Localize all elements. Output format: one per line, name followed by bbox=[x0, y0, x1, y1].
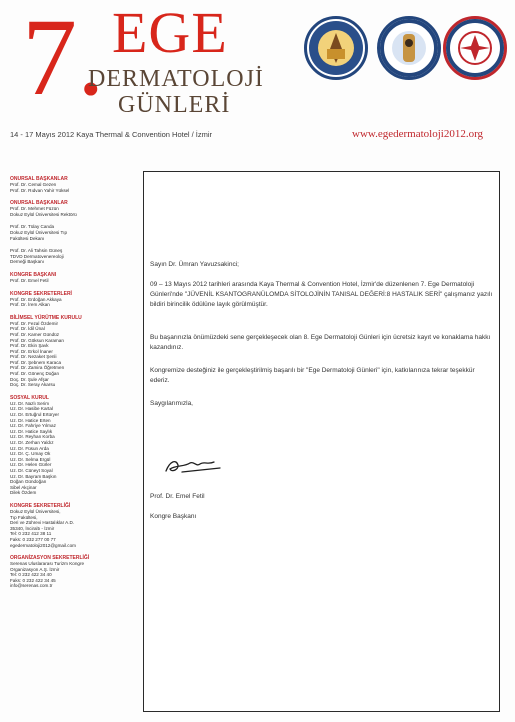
signature-title: Kongre Başkanı bbox=[150, 513, 197, 520]
sidebar-line: Prof. Dr. Nezaket Şenli bbox=[10, 354, 57, 360]
sidebar-line: Uz. Dr. Ertuğrul Ertüryer bbox=[10, 412, 60, 418]
sidebar-line: Uz. Dr. Hasibe Kartal bbox=[10, 406, 53, 412]
sidebar-line: Dilek Özdem bbox=[10, 490, 37, 496]
sidebar-section bbox=[10, 272, 135, 284]
letter-paragraph-1: 09 – 13 Mayıs 2012 tarihleri arasında Kaya Thermal & Convention Hotel, İzmir'de düzenlenen 7. Ege Dermatoloji Günleri'nde "JÜVENİL KSANTOGRANÜLOMDA SİTOLOJİNİN TANISAL DEĞERİ:8 HASTALIK SERİ" çalışmanız yazılı bildiri birincilik ödülüne layık görülmüştür. bbox=[150, 281, 493, 308]
sidebar-line: Prof. Dr. Ali Tahsin Güneş bbox=[10, 248, 63, 254]
sidebar-section-title: ORGANİZASYON SEKRETERLİĞİ bbox=[10, 555, 90, 562]
sidebar-line: Dokuz Eylül Üniversitesi Tıp bbox=[10, 229, 68, 235]
sidebar-line: Prof. Dr. Fezal Özdemir bbox=[10, 320, 58, 326]
dokuz-eylul-universitesi-seal bbox=[443, 16, 507, 80]
sidebar-line: Serenas Uluslararası Turizm Kongre bbox=[10, 561, 85, 567]
edition-number: 7. bbox=[22, 0, 105, 118]
sidebar-line: Prof. Dr. Ekin Şavk bbox=[10, 343, 49, 349]
sidebar-section-title: KONGRE SEKRETERLERİ bbox=[10, 290, 72, 297]
sidebar-line: Prof. Dr. Rıdvan Yahir Yüksel bbox=[10, 187, 70, 193]
sidebar-section bbox=[10, 555, 135, 589]
sidebar-line: Prof. Dr. Emel Fetil bbox=[10, 277, 49, 283]
sidebar-line: Uz. Dr. Fahriye Yılmaz bbox=[10, 423, 56, 429]
sidebar-line: Prof. Dr. Kamer Gündüz bbox=[10, 331, 60, 337]
sidebar-line: Dokuz Eylül Üniversitesi Rektörü bbox=[10, 211, 77, 217]
sidebar-line: Prof. Dr. Şebnem Karaca bbox=[10, 359, 62, 365]
sidebar-line: info@serenas.com.tr bbox=[10, 583, 53, 589]
sidebar-line: Tel: 0 232 412 38 11 bbox=[10, 531, 52, 537]
sidebar-line: Uz. Dr. Hatice Erten bbox=[10, 417, 51, 423]
sidebar-line: Tıp Fakültesi, bbox=[10, 514, 38, 520]
sidebar-line: Fakültesi Dekanı bbox=[10, 235, 45, 241]
sidebar-section-title: SOSYAL KURUL bbox=[10, 394, 49, 401]
committee-sidebar bbox=[10, 176, 135, 596]
sidebar-section bbox=[10, 503, 135, 548]
sidebar-line: Prof. Dr. Gönenç Doğan bbox=[10, 371, 60, 377]
sidebar-line: Uz. Dr. Nazlı Serim bbox=[10, 400, 50, 406]
title-gunleri: GÜNLERİ bbox=[118, 92, 231, 118]
title-dermatoloji: DERMATOLOJİ bbox=[88, 66, 264, 92]
sidebar-line: Dokuz Eylül Üniversitesi, bbox=[10, 508, 61, 514]
sidebar-line: Organizasyon A.Ş. İzmir bbox=[10, 566, 60, 572]
sidebar-section bbox=[10, 200, 135, 217]
sidebar-line: Prof. Dr. İrem Alkan bbox=[10, 302, 50, 308]
ege-dermatoloji-gunleri-seal bbox=[377, 16, 441, 80]
seal-icon bbox=[380, 19, 438, 77]
sidebar-line: Prof. Dr. İdil Ünal bbox=[10, 326, 45, 332]
sidebar-line: Prof. Dr. Göksun Karaman bbox=[10, 337, 64, 343]
sidebar-line: Doç. Dr. Seray Akarsu bbox=[10, 382, 56, 388]
sidebar-section bbox=[10, 315, 135, 388]
sidebar-line: Prof. Dr. Erkol İnaner bbox=[10, 348, 53, 354]
sidebar-line: Prof. Dr. Zamira Öğretmen bbox=[10, 365, 65, 371]
sidebar-line: egedermatoloji2012@gmail.com bbox=[10, 542, 76, 548]
sidebar-line: Doç. Dr. Şule Afşar bbox=[10, 376, 49, 382]
sidebar-line: Prof. Dr. Tülay Canda bbox=[10, 224, 55, 230]
sidebar-line: Sibel Akçinar bbox=[10, 484, 37, 490]
sidebar-line: Prof. Dr. Erdoğan Akkaya bbox=[10, 296, 62, 302]
sidebar-line: TDVD Dermatovenereoloji bbox=[10, 253, 64, 259]
website-link[interactable]: www.egedermatoloji2012.org bbox=[352, 128, 484, 140]
sidebar-line: Doğan Gündoğan bbox=[10, 479, 47, 485]
sidebar-section-title: ONURSAL BAŞKANLAR bbox=[10, 176, 68, 182]
sidebar-line: Derneği Başkanı bbox=[10, 259, 44, 265]
sidebar-line: 35340, İnciraltı - İzmir bbox=[10, 525, 55, 531]
sidebar-line: Uz. Dr. Reyhan Korba bbox=[10, 434, 55, 440]
sidebar-line: Uz. Dr. Bayram Başkın bbox=[10, 473, 57, 479]
sidebar-line: Uz. Dr. Helen Gürler bbox=[10, 462, 52, 468]
sidebar-line: Faks: 0 232 277 00 77 bbox=[10, 536, 56, 542]
sidebar-line: Uz. Dr. Füsun Arda bbox=[10, 445, 49, 451]
sidebar-section bbox=[10, 395, 135, 496]
signature-name: Prof. Dr. Emel Fetil bbox=[150, 493, 205, 500]
seal-icon bbox=[307, 19, 365, 77]
title-ege: EGE bbox=[112, 0, 228, 65]
event-dateline: 14 - 17 Mayıs 2012 Kaya Thermal & Convention Hotel / İzmir bbox=[10, 130, 213, 139]
sidebar-section bbox=[10, 291, 135, 308]
sidebar-line: Uz. Dr. Cüneyt Soyal bbox=[10, 467, 53, 473]
sidebar-line: Tel: 0 232 422 34 40 bbox=[10, 572, 52, 578]
sidebar-line: Faks: 0 232 422 34 45 bbox=[10, 577, 56, 583]
sidebar-line: Deri ve Zührevi Hastalıklar A.D. bbox=[10, 520, 75, 526]
letter-paragraph-3: Kongremize desteğiniz ile gerçekleştirilmiş başarılı bir "Ege Dermatoloji Günleri" için, katkılarınıza tekrar teşekkür ederiz. bbox=[150, 367, 475, 384]
sidebar-section-title: KONGRE SEKRETERLİĞİ bbox=[10, 502, 71, 509]
letter-closing: Saygılarımızla, bbox=[150, 400, 193, 407]
signature-graphic bbox=[162, 455, 224, 477]
sidebar-line: Prof. Dr. Cemal Gezen bbox=[10, 182, 57, 187]
letter-salutation: Sayın Dr. Ümran Yavuzsakinci; bbox=[150, 261, 239, 268]
sidebar-line: Uz. Dr. Ç. Umay Ok bbox=[10, 451, 51, 457]
sidebar-section-title: KONGRE BAŞKANI bbox=[10, 271, 57, 278]
sidebar-section-title: BİLİMSEL YÜRÜTME KURULU bbox=[10, 314, 82, 321]
seal-icon bbox=[446, 19, 504, 77]
sidebar-section bbox=[10, 224, 135, 241]
sidebar-line: Uz. Dr. Selma Ergül bbox=[10, 456, 51, 462]
letter-panel bbox=[143, 171, 500, 712]
sidebar-line: Prof. Dr. Mehmet Füzün bbox=[10, 206, 59, 212]
turk-dermatoloji-dernegi-seal bbox=[304, 16, 368, 80]
sidebar-line: Uz. Dr. Zerhan Yaldız bbox=[10, 440, 54, 445]
sidebar-section bbox=[10, 248, 135, 265]
letter-paragraph-2: Bu başarınızla önümüzdeki sene gerçekleşecek olan 8. Ege Dermatoloji Günleri için ücretsiz kayıt ve konaklama hakkı kazandınız. bbox=[150, 334, 491, 351]
sidebar-section-title: ONURSAL BAŞKANLAR bbox=[10, 200, 68, 207]
sidebar-line: Uz. Dr. Hatice Saylık bbox=[10, 428, 53, 434]
sidebar-section bbox=[10, 176, 135, 193]
